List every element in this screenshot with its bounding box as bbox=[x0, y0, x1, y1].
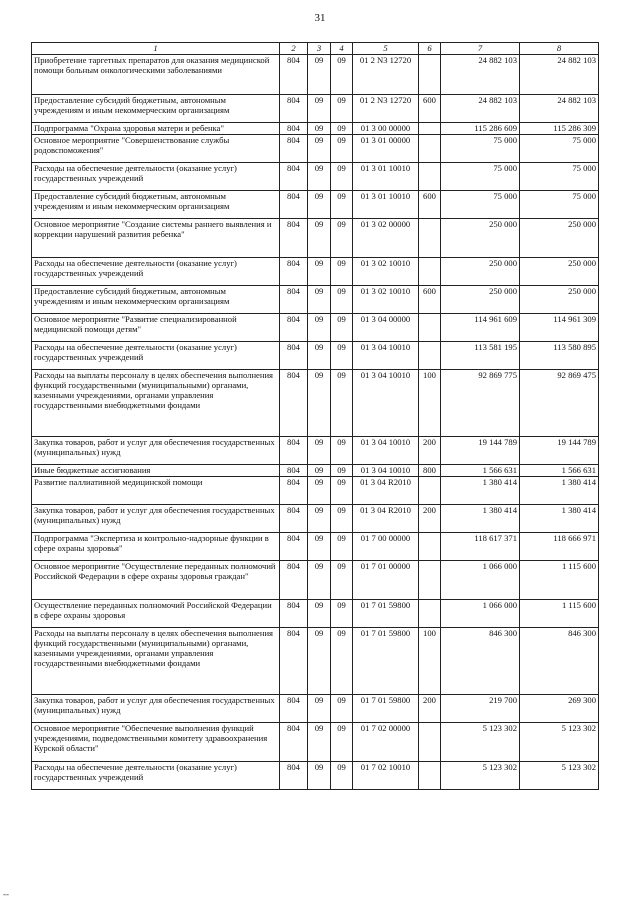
row-expense-type: 100 bbox=[419, 628, 441, 695]
row-section-code: 09 bbox=[308, 258, 331, 286]
row-section-code: 09 bbox=[308, 561, 331, 600]
table-row bbox=[32, 55, 599, 95]
row-section-code: 09 bbox=[308, 314, 331, 342]
row-description: Закупка товаров, работ и услуг для обеспечения государственных (муниципальных) нужд bbox=[32, 505, 280, 533]
row-target-article: 01 3 04 10010 bbox=[353, 437, 419, 465]
row-subsection-code: 09 bbox=[331, 219, 353, 258]
table-row bbox=[32, 163, 599, 191]
table-row bbox=[32, 600, 599, 628]
table-row bbox=[32, 505, 599, 533]
row-target-article: 01 7 02 10010 bbox=[353, 762, 419, 790]
row-ministry-code: 804 bbox=[280, 477, 308, 505]
row-ministry-code: 804 bbox=[280, 533, 308, 561]
row-expense-type bbox=[419, 55, 441, 95]
row-amount-year-1: 24 882 103 bbox=[441, 55, 520, 95]
row-subsection-code: 09 bbox=[331, 55, 353, 95]
row-subsection-code: 09 bbox=[331, 561, 353, 600]
row-amount-year-2: 92 869 475 bbox=[520, 370, 599, 437]
row-ministry-code: 804 bbox=[280, 123, 308, 135]
table-row bbox=[32, 465, 599, 477]
table-row bbox=[32, 628, 599, 695]
table-row bbox=[32, 370, 599, 437]
row-description: Расходы на обеспечение деятельности (оказание услуг) государственных учреждений bbox=[32, 342, 280, 370]
row-section-code: 09 bbox=[308, 55, 331, 95]
row-amount-year-2: 1 115 600 bbox=[520, 600, 599, 628]
row-amount-year-1: 92 869 775 bbox=[441, 370, 520, 437]
column-header: 4 bbox=[331, 43, 353, 55]
row-subsection-code: 09 bbox=[331, 628, 353, 695]
row-section-code: 09 bbox=[308, 505, 331, 533]
row-amount-year-2: 114 961 309 bbox=[520, 314, 599, 342]
row-ministry-code: 804 bbox=[280, 505, 308, 533]
row-subsection-code: 09 bbox=[331, 163, 353, 191]
row-amount-year-2: 250 000 bbox=[520, 219, 599, 258]
row-expense-type: 200 bbox=[419, 505, 441, 533]
row-ministry-code: 804 bbox=[280, 258, 308, 286]
table-row bbox=[32, 314, 599, 342]
row-ministry-code: 804 bbox=[280, 219, 308, 258]
row-amount-year-1: 24 882 103 bbox=[441, 95, 520, 123]
table-row bbox=[32, 219, 599, 258]
row-expense-type: 100 bbox=[419, 370, 441, 437]
row-description: Развитие паллиативной медицинской помощи bbox=[32, 477, 280, 505]
row-ministry-code: 804 bbox=[280, 286, 308, 314]
row-description: Расходы на выплаты персоналу в целях обеспечения выполнения функций государственными (муниципальными) органами, казенными учреждениями, органами управления государственными внебюджетными фондами bbox=[32, 370, 280, 437]
row-subsection-code: 09 bbox=[331, 314, 353, 342]
row-section-code: 09 bbox=[308, 695, 331, 723]
row-ministry-code: 804 bbox=[280, 695, 308, 723]
row-subsection-code: 09 bbox=[331, 695, 353, 723]
row-amount-year-2: 19 144 789 bbox=[520, 437, 599, 465]
column-header: 6 bbox=[419, 43, 441, 55]
table-header-row bbox=[32, 43, 599, 55]
row-section-code: 09 bbox=[308, 762, 331, 790]
row-amount-year-1: 113 581 195 bbox=[441, 342, 520, 370]
row-expense-type: 600 bbox=[419, 95, 441, 123]
row-amount-year-2: 1 380 414 bbox=[520, 477, 599, 505]
row-subsection-code: 09 bbox=[331, 505, 353, 533]
table-row bbox=[32, 561, 599, 600]
row-target-article: 01 3 04 R2010 bbox=[353, 505, 419, 533]
table-row bbox=[32, 723, 599, 762]
row-amount-year-2: 75 000 bbox=[520, 135, 599, 163]
row-amount-year-1: 1 066 000 bbox=[441, 561, 520, 600]
row-section-code: 09 bbox=[308, 437, 331, 465]
row-expense-type bbox=[419, 533, 441, 561]
row-amount-year-1: 5 123 302 bbox=[441, 762, 520, 790]
row-amount-year-2: 250 000 bbox=[520, 258, 599, 286]
row-subsection-code: 09 bbox=[331, 370, 353, 437]
row-expense-type bbox=[419, 600, 441, 628]
column-header: 2 bbox=[280, 43, 308, 55]
row-target-article: 01 3 04 10010 bbox=[353, 370, 419, 437]
row-subsection-code: 09 bbox=[331, 123, 353, 135]
row-ministry-code: 804 bbox=[280, 191, 308, 219]
row-expense-type bbox=[419, 762, 441, 790]
row-target-article: 01 3 02 00000 bbox=[353, 219, 419, 258]
row-target-article: 01 3 01 00000 bbox=[353, 135, 419, 163]
row-section-code: 09 bbox=[308, 191, 331, 219]
row-amount-year-1: 5 123 302 bbox=[441, 723, 520, 762]
row-description: Предоставление субсидий бюджетным, автономным учреждениям и иным некоммерческим организациям bbox=[32, 95, 280, 123]
row-amount-year-2: 269 300 bbox=[520, 695, 599, 723]
row-ministry-code: 804 bbox=[280, 135, 308, 163]
row-target-article: 01 3 02 10010 bbox=[353, 286, 419, 314]
table-body bbox=[32, 55, 599, 790]
row-ministry-code: 804 bbox=[280, 628, 308, 695]
row-target-article: 01 7 00 00000 bbox=[353, 533, 419, 561]
table-row bbox=[32, 477, 599, 505]
row-target-article: 01 3 04 10010 bbox=[353, 342, 419, 370]
row-description: Закупка товаров, работ и услуг для обеспечения государственных (муниципальных) нужд bbox=[32, 437, 280, 465]
row-amount-year-1: 114 961 609 bbox=[441, 314, 520, 342]
row-amount-year-1: 115 286 609 bbox=[441, 123, 520, 135]
table-row bbox=[32, 533, 599, 561]
row-section-code: 09 bbox=[308, 123, 331, 135]
row-amount-year-1: 1 566 631 bbox=[441, 465, 520, 477]
table-row bbox=[32, 762, 599, 790]
row-amount-year-2: 1 380 414 bbox=[520, 505, 599, 533]
row-description: Основное мероприятие "Создание системы раннего выявления и коррекции нарушений развития ребенка" bbox=[32, 219, 280, 258]
row-ministry-code: 804 bbox=[280, 561, 308, 600]
row-expense-type bbox=[419, 219, 441, 258]
row-target-article: 01 3 01 10010 bbox=[353, 191, 419, 219]
row-description: Расходы на выплаты персоналу в целях обеспечения выполнения функций государственными (муниципальными) органами, казенными учреждениями, органами управления государственными внебюджетными фондами bbox=[32, 628, 280, 695]
row-amount-year-1: 19 144 789 bbox=[441, 437, 520, 465]
row-amount-year-1: 118 617 371 bbox=[441, 533, 520, 561]
row-expense-type bbox=[419, 477, 441, 505]
table-row bbox=[32, 286, 599, 314]
column-header: 7 bbox=[441, 43, 520, 55]
row-target-article: 01 7 02 00000 bbox=[353, 723, 419, 762]
row-ministry-code: 804 bbox=[280, 465, 308, 477]
row-description: Расходы на обеспечение деятельности (оказание услуг) государственных учреждений bbox=[32, 163, 280, 191]
row-section-code: 09 bbox=[308, 219, 331, 258]
row-expense-type bbox=[419, 163, 441, 191]
row-description: Предоставление субсидий бюджетным, автономным учреждениям и иным некоммерческим организациям bbox=[32, 286, 280, 314]
row-ministry-code: 804 bbox=[280, 342, 308, 370]
row-amount-year-1: 846 300 bbox=[441, 628, 520, 695]
row-amount-year-2: 118 666 971 bbox=[520, 533, 599, 561]
row-description: Предоставление субсидий бюджетным, автономным учреждениям и иным некоммерческим организациям bbox=[32, 191, 280, 219]
column-header: 8 bbox=[520, 43, 599, 55]
row-section-code: 09 bbox=[308, 286, 331, 314]
row-amount-year-1: 1 380 414 bbox=[441, 477, 520, 505]
row-section-code: 09 bbox=[308, 95, 331, 123]
table-row bbox=[32, 123, 599, 135]
row-description: Иные бюджетные ассигнования bbox=[32, 465, 280, 477]
row-target-article: 01 7 01 59800 bbox=[353, 628, 419, 695]
row-target-article: 01 3 01 10010 bbox=[353, 163, 419, 191]
table-row bbox=[32, 135, 599, 163]
row-ministry-code: 804 bbox=[280, 762, 308, 790]
row-description: Закупка товаров, работ и услуг для обеспечения государственных (муниципальных) нужд bbox=[32, 695, 280, 723]
row-section-code: 09 bbox=[308, 370, 331, 437]
row-expense-type: 600 bbox=[419, 191, 441, 219]
row-expense-type: 200 bbox=[419, 695, 441, 723]
row-description: Расходы на обеспечение деятельности (оказание услуг) государственных учреждений bbox=[32, 258, 280, 286]
row-amount-year-2: 846 300 bbox=[520, 628, 599, 695]
row-amount-year-2: 5 123 302 bbox=[520, 762, 599, 790]
row-subsection-code: 09 bbox=[331, 465, 353, 477]
row-expense-type bbox=[419, 561, 441, 600]
row-amount-year-1: 75 000 bbox=[441, 163, 520, 191]
page-number: 31 bbox=[314, 12, 326, 24]
row-target-article: 01 3 02 10010 bbox=[353, 258, 419, 286]
row-amount-year-1: 75 000 bbox=[441, 191, 520, 219]
column-header: 3 bbox=[308, 43, 331, 55]
row-amount-year-2: 75 000 bbox=[520, 191, 599, 219]
row-section-code: 09 bbox=[308, 628, 331, 695]
row-ministry-code: 804 bbox=[280, 600, 308, 628]
row-subsection-code: 09 bbox=[331, 286, 353, 314]
row-ministry-code: 804 bbox=[280, 95, 308, 123]
row-description: Приобретение таргетных препаратов для оказания медицинской помощи больным онкологическими заболеваниями bbox=[32, 55, 280, 95]
row-section-code: 09 bbox=[308, 135, 331, 163]
row-ministry-code: 804 bbox=[280, 437, 308, 465]
row-amount-year-1: 250 000 bbox=[441, 286, 520, 314]
row-subsection-code: 09 bbox=[331, 135, 353, 163]
row-expense-type bbox=[419, 723, 441, 762]
row-ministry-code: 804 bbox=[280, 723, 308, 762]
row-amount-year-2: 113 580 895 bbox=[520, 342, 599, 370]
row-ministry-code: 804 bbox=[280, 55, 308, 95]
row-section-code: 09 bbox=[308, 600, 331, 628]
row-section-code: 09 bbox=[308, 723, 331, 762]
row-amount-year-2: 1 115 600 bbox=[520, 561, 599, 600]
row-subsection-code: 09 bbox=[331, 191, 353, 219]
table-row bbox=[32, 258, 599, 286]
row-target-article: 01 3 00 00000 bbox=[353, 123, 419, 135]
row-expense-type bbox=[419, 314, 441, 342]
row-target-article: 01 3 04 R2010 bbox=[353, 477, 419, 505]
row-target-article: 01 7 01 59800 bbox=[353, 600, 419, 628]
row-section-code: 09 bbox=[308, 342, 331, 370]
row-amount-year-2: 75 000 bbox=[520, 163, 599, 191]
row-section-code: 09 bbox=[308, 533, 331, 561]
row-subsection-code: 09 bbox=[331, 723, 353, 762]
row-subsection-code: 09 bbox=[331, 342, 353, 370]
row-amount-year-2: 24 882 103 bbox=[520, 55, 599, 95]
row-description: Основное мероприятие "Осуществление переданных полномочий Российской Федерации в сфере охраны здоровья граждан" bbox=[32, 561, 280, 600]
row-section-code: 09 bbox=[308, 465, 331, 477]
row-target-article: 01 3 04 00000 bbox=[353, 314, 419, 342]
row-target-article: 01 7 01 00000 bbox=[353, 561, 419, 600]
row-expense-type: 800 bbox=[419, 465, 441, 477]
row-expense-type: 200 bbox=[419, 437, 441, 465]
column-header: 1 bbox=[32, 43, 280, 55]
row-expense-type: 600 bbox=[419, 286, 441, 314]
row-expense-type bbox=[419, 123, 441, 135]
row-description: Основное мероприятие "Развитие специализированной медицинской помощи детям" bbox=[32, 314, 280, 342]
table-row bbox=[32, 437, 599, 465]
table-row bbox=[32, 695, 599, 723]
row-ministry-code: 804 bbox=[280, 314, 308, 342]
row-target-article: 01 7 01 59800 bbox=[353, 695, 419, 723]
row-expense-type bbox=[419, 342, 441, 370]
row-amount-year-2: 115 286 309 bbox=[520, 123, 599, 135]
row-subsection-code: 09 bbox=[331, 437, 353, 465]
row-amount-year-2: 250 000 bbox=[520, 286, 599, 314]
row-subsection-code: 09 bbox=[331, 258, 353, 286]
column-header: 5 bbox=[353, 43, 419, 55]
row-expense-type bbox=[419, 135, 441, 163]
row-amount-year-1: 1 380 414 bbox=[441, 505, 520, 533]
row-target-article: 01 2 N3 12720 bbox=[353, 55, 419, 95]
row-description: Расходы на обеспечение деятельности (оказание услуг) государственных учреждений bbox=[32, 762, 280, 790]
row-amount-year-1: 75 000 bbox=[441, 135, 520, 163]
row-subsection-code: 09 bbox=[331, 762, 353, 790]
row-amount-year-2: 5 123 302 bbox=[520, 723, 599, 762]
row-ministry-code: 804 bbox=[280, 163, 308, 191]
row-amount-year-2: 1 566 631 bbox=[520, 465, 599, 477]
row-subsection-code: 09 bbox=[331, 477, 353, 505]
table-row bbox=[32, 95, 599, 123]
row-subsection-code: 09 bbox=[331, 95, 353, 123]
row-section-code: 09 bbox=[308, 477, 331, 505]
row-description: Подпрограмма "Охрана здоровья матери и ребенка" bbox=[32, 123, 280, 135]
row-ministry-code: 804 bbox=[280, 370, 308, 437]
row-target-article: 01 3 04 10010 bbox=[353, 465, 419, 477]
row-description: Основное мероприятие "Совершенствование службы родовспоможения" bbox=[32, 135, 280, 163]
row-target-article: 01 2 N3 12720 bbox=[353, 95, 419, 123]
budget-table bbox=[31, 42, 599, 790]
footer-mark: -- bbox=[3, 889, 9, 899]
row-description: Подпрограмма "Экспертиза и контрольно-надзорные функции в сфере охраны здоровья" bbox=[32, 533, 280, 561]
row-amount-year-1: 1 066 000 bbox=[441, 600, 520, 628]
row-expense-type bbox=[419, 258, 441, 286]
row-subsection-code: 09 bbox=[331, 533, 353, 561]
row-description: Осуществление переданных полномочий Российской Федерации в сфере охраны здоровья bbox=[32, 600, 280, 628]
row-section-code: 09 bbox=[308, 163, 331, 191]
row-amount-year-2: 24 882 103 bbox=[520, 95, 599, 123]
row-description: Основное мероприятие "Обеспечение выполнения функций учреждениями, подведомственными комитету здравоохранения Курской области" bbox=[32, 723, 280, 762]
row-amount-year-1: 219 700 bbox=[441, 695, 520, 723]
row-amount-year-1: 250 000 bbox=[441, 258, 520, 286]
table-row bbox=[32, 191, 599, 219]
table-row bbox=[32, 342, 599, 370]
row-subsection-code: 09 bbox=[331, 600, 353, 628]
row-amount-year-1: 250 000 bbox=[441, 219, 520, 258]
